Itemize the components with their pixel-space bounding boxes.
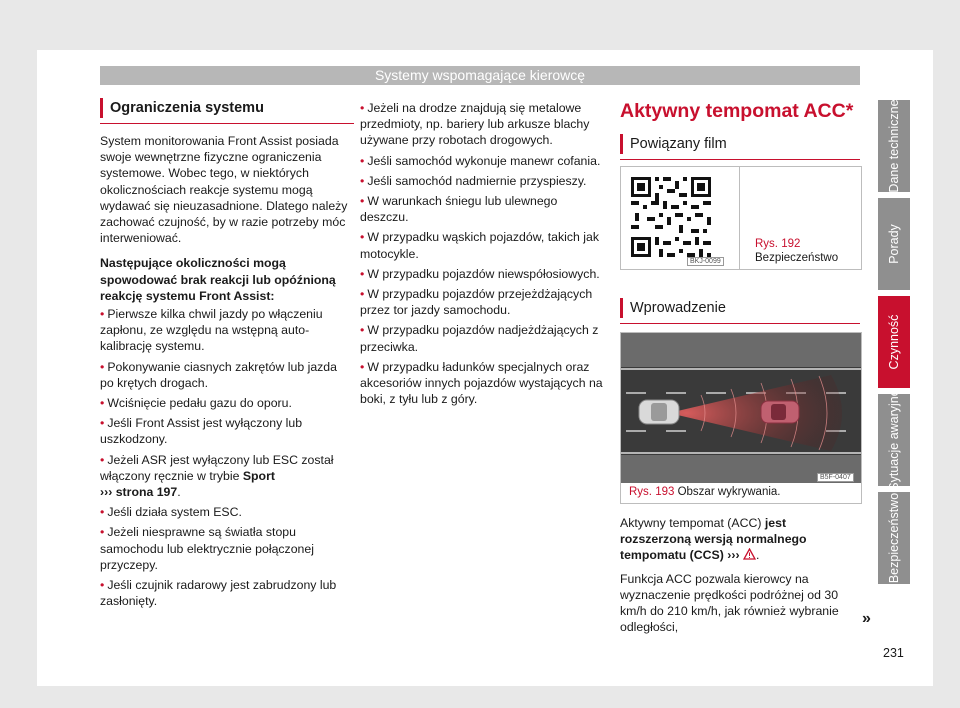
figure-192 <box>620 166 862 270</box>
tab-czynnosc[interactable]: Czynność <box>878 296 910 388</box>
list-item: • Pokonywanie ciasnych zakrętów lub jazda po krętych drogach. <box>100 359 337 390</box>
chapter-title: Aktywny tempomat ACC* <box>620 100 854 122</box>
figure-193 <box>620 332 862 504</box>
page-number: 231 <box>883 646 904 660</box>
list-item: • Jeżeli ASR jest wyłączony lub ESC został włączony ręcznie w trybie Sport ››› strona 197. <box>100 452 334 500</box>
list-item: • W przypadku ładunków specjalnych oraz akcesoriów innych pojazdów wystających na boki, z tyłu lub z góry. <box>360 359 603 407</box>
tab-porady[interactable]: Porady <box>878 198 910 290</box>
list-item: • Wciśnięcie pedału gazu do oporu. <box>100 396 292 411</box>
acc-paragraph-1: Aktywny tempomat (ACC) jest rozszerzoną wersją normalnego tempomatu (CCS) ››› . <box>620 515 860 565</box>
list-item: • W przypadku pojazdów niewspółosiowych. <box>360 266 600 281</box>
acc-paragraph-2: Funkcja ACC pozwala kierowcy na wyznaczenie prędkości podróżnej od 30 km/h do 210 km/h, jak również wybranie odległości, <box>620 571 839 635</box>
section-heading <box>100 98 350 118</box>
figure-code: B5F-0407 <box>817 473 854 482</box>
subheading-related-film: Powiązany film <box>620 134 860 160</box>
list-item: • Jeśli samochód wykonuje manewr cofania. <box>360 153 601 168</box>
list-item: • W warunkach śniegu lub ulewnego deszczu. <box>360 194 558 225</box>
bold-paragraph: Następujące okoliczności mogą spowodować brak reakcji lub opóźnioną reakcję systemu Front Assist: <box>100 256 336 303</box>
qr-code-icon[interactable] <box>621 167 739 269</box>
list-item: • Jeżeli na drodze znajdują się metalowe przedmioty, np. bariery lub arkusze blachy używane przy robotach drogowych. <box>360 101 590 148</box>
intro-paragraph: System monitorowania Front Assist posiada swoje wewnętrzne fizyczne ograniczenia systemowe. Wobec tego, w niektórych okolicznościach reakcje systemu mogą wydawać się nieuzasadnione. Dlatego należy zachować czujność, by w razie potrzeby móc interweniować. <box>100 134 348 246</box>
heading-text: Ograniczenia systemu <box>110 99 264 116</box>
list-item: • Jeśli samochód nadmiernie przyspieszy. <box>360 173 587 188</box>
continue-icon: » <box>862 610 871 627</box>
heading-marker <box>100 98 103 118</box>
list-item: • W przypadku pojazdów nadjeżdżających z przeciwka. <box>360 323 599 354</box>
list-item: • W przypadku pojazdów przejeżdżających przez tor jazdy samochodu. <box>360 287 593 318</box>
list-item: • Jeżeli niesprawne są światła stopu samochodu lub elektrycznie połączonej przyczepy. <box>100 525 314 572</box>
list-item: • Jeśli działa system ESC. <box>100 505 242 520</box>
figure-caption: Rys. 193 Obszar wykrywania. <box>629 486 781 498</box>
heading-rule <box>100 123 354 124</box>
list-item: • Jeśli Front Assist jest wyłączony lub uszkodzony. <box>100 416 303 447</box>
own-car-icon <box>639 400 679 424</box>
tab-sytuacje-awaryjne[interactable]: Sytuacje awaryjne <box>878 394 910 486</box>
reference-link[interactable]: ››› strona 197 <box>100 485 178 500</box>
list-item: • Jeśli czujnik radarowy jest zabrudzony lub zasłonięty. <box>100 578 337 609</box>
tab-dane-techniczne[interactable]: Dane techniczne <box>878 100 910 192</box>
warning-icon[interactable] <box>743 548 756 564</box>
list-item: • W przypadku wąskich pojazdów, takich jak motocykle. <box>360 230 600 261</box>
figure-code: BKJ-0099 <box>687 257 724 266</box>
middle-column <box>360 100 605 411</box>
tab-bezpieczenstwo[interactable]: Bezpieczeństwo <box>878 492 910 584</box>
subheading-introduction: Wprowadzenie <box>620 298 860 324</box>
leading-car-icon <box>761 401 799 423</box>
reference-link[interactable]: ››› <box>727 548 740 563</box>
acc-text <box>620 515 860 639</box>
detection-area-illustration <box>621 333 861 483</box>
running-header: Systemy wspomagające kierowcę <box>100 66 860 85</box>
figure-caption: Rys. 192 Bezpieczeństwo <box>755 238 839 264</box>
list-item: • Pierwsze kilka chwil jazdy po włączeniu zapłonu, ze względu na wstępną auto-kalibrację systemu. <box>100 307 323 354</box>
left-column <box>100 98 350 613</box>
